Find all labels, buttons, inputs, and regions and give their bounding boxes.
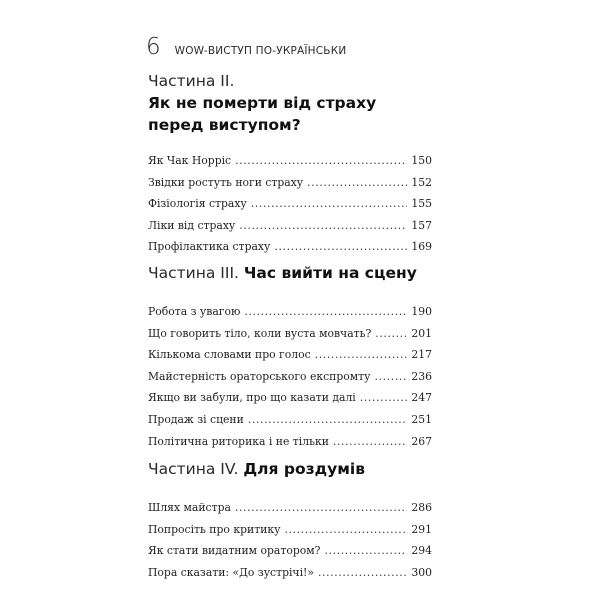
toc-list xyxy=(148,497,432,583)
toc-entry-title: Шлях майстра xyxy=(148,501,231,514)
toc-entry-page: 267 xyxy=(411,434,432,448)
toc-entry-page: 236 xyxy=(411,369,432,383)
dot-leader xyxy=(315,344,408,366)
toc-part-3 xyxy=(148,262,432,452)
part-heading xyxy=(148,458,432,480)
dot-leader xyxy=(307,172,407,194)
toc-entry-page: 152 xyxy=(411,175,432,189)
toc-entry-title: Як стати видатним оратором? xyxy=(148,544,321,558)
dot-leader xyxy=(333,431,407,453)
toc-entry-page: 155 xyxy=(411,197,432,211)
toc-entry-title: Попросіть про критику xyxy=(148,522,281,536)
toc-part-2 xyxy=(148,70,432,258)
dot-leader xyxy=(318,562,407,584)
toc-entry-title: Що говорить тіло, коли вуста мовчать? xyxy=(148,326,372,340)
toc-entry xyxy=(148,366,432,388)
part-heading xyxy=(148,262,432,284)
toc-entry xyxy=(148,409,432,431)
book-title: WOW-ВИСТУП ПО-УКРАЇНСЬКИ xyxy=(174,45,347,57)
toc-entry xyxy=(148,301,432,323)
toc-entry-title: Продаж зі сцени xyxy=(148,412,244,426)
part-heading xyxy=(148,70,432,136)
page-number: 6 xyxy=(146,34,161,60)
dot-leader xyxy=(375,366,408,388)
toc-entry xyxy=(148,236,432,258)
part-title-line2: перед виступом? xyxy=(148,116,301,134)
toc-entry-page: 201 xyxy=(411,326,432,340)
toc-entry-page: 150 xyxy=(411,154,432,167)
toc-entry xyxy=(148,431,432,453)
toc-entry-title: Майстерність ораторського експромту xyxy=(148,369,371,383)
toc-entry-title: Як Чак Норріс xyxy=(148,154,232,167)
toc-entry xyxy=(148,540,432,562)
toc-entry-page: 251 xyxy=(411,412,432,426)
toc-entry-page: 157 xyxy=(411,218,432,232)
toc-entry xyxy=(148,172,432,194)
toc-list xyxy=(148,301,432,452)
dot-leader xyxy=(360,387,408,409)
toc-entry xyxy=(148,150,432,172)
toc-entry-page: 247 xyxy=(411,391,432,405)
dot-leader xyxy=(248,409,408,431)
dot-leader xyxy=(239,215,407,237)
dot-leader xyxy=(235,150,407,172)
toc-entry xyxy=(148,215,432,237)
part-title: Як не померти від страху xyxy=(148,94,377,112)
toc-entry-page: 294 xyxy=(411,544,432,558)
toc-entry-page: 190 xyxy=(411,305,432,318)
toc-entry-title: Якщо ви забули, про що казати далі xyxy=(148,391,356,405)
toc-entry xyxy=(148,344,432,366)
toc-entry-page: 217 xyxy=(411,348,432,362)
toc-entry-page: 291 xyxy=(411,522,432,536)
toc-entry-title: Пора сказати: «До зустрічі!» xyxy=(148,565,314,579)
toc-entry-page: 300 xyxy=(411,565,432,579)
part-label: Частина IV. xyxy=(148,460,239,478)
toc-entry-title: Кількома словами про голос xyxy=(148,348,311,362)
toc-entry-title: Робота з увагою xyxy=(148,305,241,318)
dot-leader xyxy=(274,236,407,258)
dot-leader xyxy=(251,193,408,215)
toc-entry-title: Фізіологія страху xyxy=(148,197,247,211)
dot-leader xyxy=(235,497,407,519)
part-title: Для роздумів xyxy=(243,460,366,478)
toc-entry xyxy=(148,193,432,215)
part-label: Частина II. xyxy=(148,72,235,90)
toc-part-4 xyxy=(148,458,432,583)
toc-entry xyxy=(148,323,432,345)
part-title: Час вийти на сцену xyxy=(243,264,417,282)
toc-entry-title: Звідки ростуть ноги страху xyxy=(148,175,304,189)
toc-list xyxy=(148,150,432,258)
toc-entry xyxy=(148,562,432,584)
toc-entry-page: 169 xyxy=(411,240,432,254)
toc-entry xyxy=(148,497,432,519)
dot-leader xyxy=(244,301,407,323)
part-label: Частина III. xyxy=(148,264,239,282)
toc-entry xyxy=(148,387,432,409)
toc-entry xyxy=(148,519,432,541)
dot-leader xyxy=(284,519,407,541)
dot-leader xyxy=(324,540,407,562)
toc-entry-page: 286 xyxy=(411,501,432,514)
toc-entry-title: Профілактика страху xyxy=(148,240,271,254)
toc-entry-title: Політична риторика і не тільки xyxy=(148,434,329,448)
dot-leader xyxy=(375,323,407,345)
running-head xyxy=(146,34,346,60)
toc-entry-title: Ліки від страху xyxy=(148,218,236,232)
